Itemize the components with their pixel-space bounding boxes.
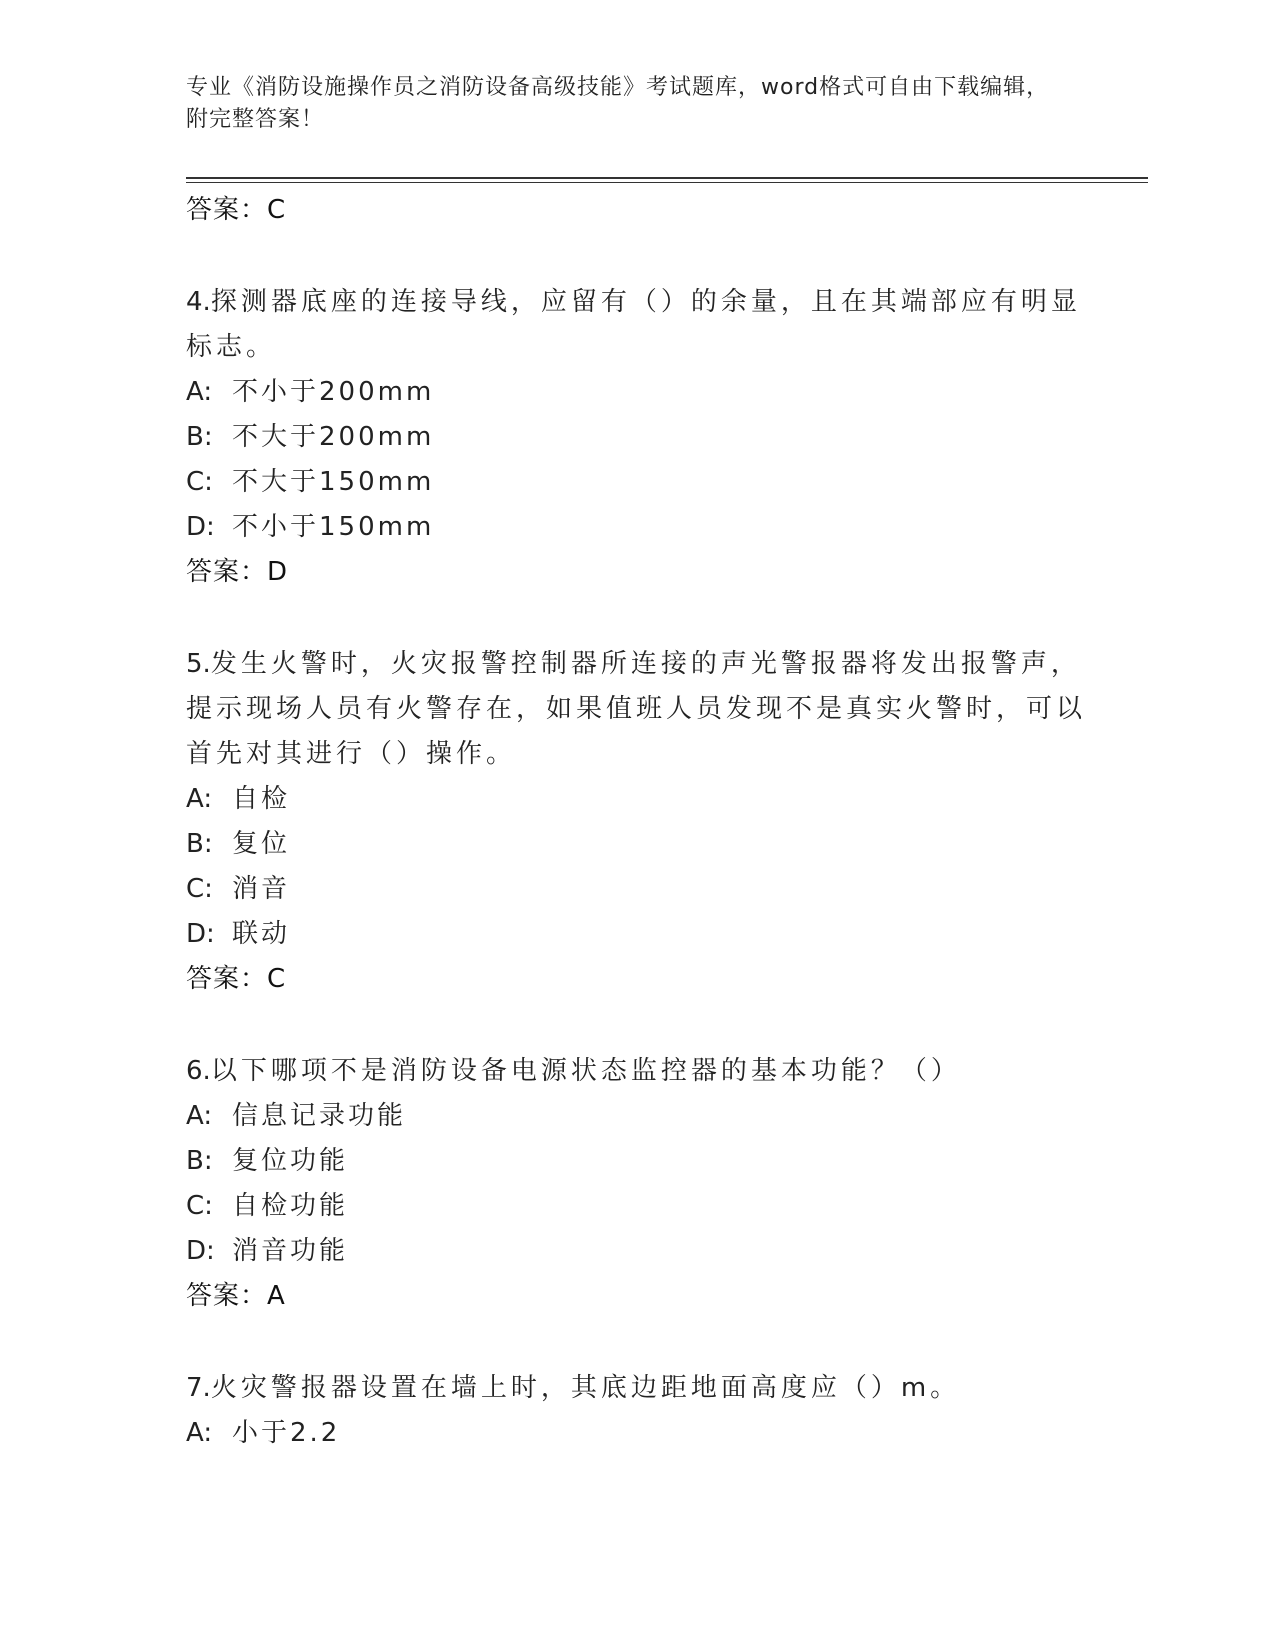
question-4: [186, 280, 1086, 594]
option-a: [186, 777, 1086, 822]
option-c: [186, 1184, 1086, 1229]
option-text: 消音功能: [232, 1236, 349, 1266]
answer-value: D: [267, 557, 289, 587]
header-divider: [186, 177, 1148, 183]
answer-line: [186, 550, 1086, 594]
option-letter: B:: [186, 1146, 213, 1176]
question-stem: 探测器底座的连接导线，应留有（）的余量，且在其端部应有明显标志。: [186, 287, 1081, 362]
question-text: [186, 1366, 1086, 1411]
option-text: 不小于150mm: [232, 512, 435, 542]
question-text: [186, 642, 1086, 777]
option-letter: B:: [186, 829, 213, 859]
header-text: 专业《消防设施操作员之消防设备高级技能》考试题库，word格式可自由下载编辑，附完整答案！: [186, 75, 1050, 132]
option-letter: D:: [186, 512, 215, 542]
question-number: 5.: [186, 649, 211, 679]
option-a: [186, 370, 1086, 415]
answer-label: 答案：: [186, 1281, 268, 1311]
question-text: [186, 1049, 1086, 1094]
option-text: 联动: [232, 919, 291, 949]
question-5: [186, 642, 1086, 1001]
option-c: [186, 867, 1086, 912]
answer-line: [186, 1274, 1086, 1318]
question-number: 7.: [186, 1373, 211, 1403]
document-header: [186, 72, 1066, 136]
question-number: 4.: [186, 287, 211, 317]
answer-label: 答案：: [186, 195, 268, 225]
option-a: [186, 1094, 1086, 1139]
answer-label: 答案：: [186, 964, 268, 994]
option-b: [186, 415, 1086, 460]
option-text: 消音: [232, 874, 291, 904]
answer-line: [186, 188, 1086, 232]
question-stem: 以下哪项不是消防设备电源状态监控器的基本功能？（）: [210, 1056, 961, 1086]
option-c: [186, 460, 1086, 505]
option-d: [186, 912, 1086, 957]
option-d: [186, 505, 1086, 550]
option-text: 不大于150mm: [232, 467, 435, 497]
question-stem: 发生火警时，火灾报警控制器所连接的声光警报器将发出报警声，提示现场人员有火警存在，如果值班人员发现不是真实火警时，可以首先对其进行（）操作。: [186, 649, 1087, 769]
option-text: 信息记录功能: [232, 1101, 407, 1131]
question-number: 6.: [186, 1056, 211, 1086]
answer-value: C: [267, 195, 287, 225]
answer-value: A: [267, 1281, 286, 1311]
option-letter: A:: [186, 1418, 213, 1448]
option-d: [186, 1229, 1086, 1274]
option-text: 小于2.2: [232, 1418, 341, 1448]
option-text: 不大于200mm: [232, 422, 435, 452]
question-text: [186, 280, 1086, 370]
answer-line: [186, 957, 1086, 1001]
option-b: [186, 1139, 1086, 1184]
option-letter: B:: [186, 422, 213, 452]
question-list: [186, 188, 1086, 1456]
option-text: 自检: [232, 784, 291, 814]
question-7: [186, 1366, 1086, 1456]
answer-label: 答案：: [186, 557, 268, 587]
option-text: 复位功能: [232, 1146, 349, 1176]
option-letter: A:: [186, 784, 213, 814]
option-letter: A:: [186, 1101, 213, 1131]
option-text: 复位: [232, 829, 291, 859]
option-letter: C:: [186, 874, 213, 904]
answer-value: C: [267, 964, 287, 994]
option-a: [186, 1411, 1086, 1456]
option-text: 不小于200mm: [232, 377, 435, 407]
question-stem: 火灾警报器设置在墙上时，其底边距地面高度应（）m。: [210, 1373, 961, 1403]
option-letter: A:: [186, 377, 213, 407]
option-text: 自检功能: [232, 1191, 349, 1221]
option-letter: D:: [186, 919, 215, 949]
option-letter: D:: [186, 1236, 215, 1266]
option-letter: C:: [186, 1191, 213, 1221]
option-letter: C:: [186, 467, 213, 497]
question-6: [186, 1049, 1086, 1318]
option-b: [186, 822, 1086, 867]
